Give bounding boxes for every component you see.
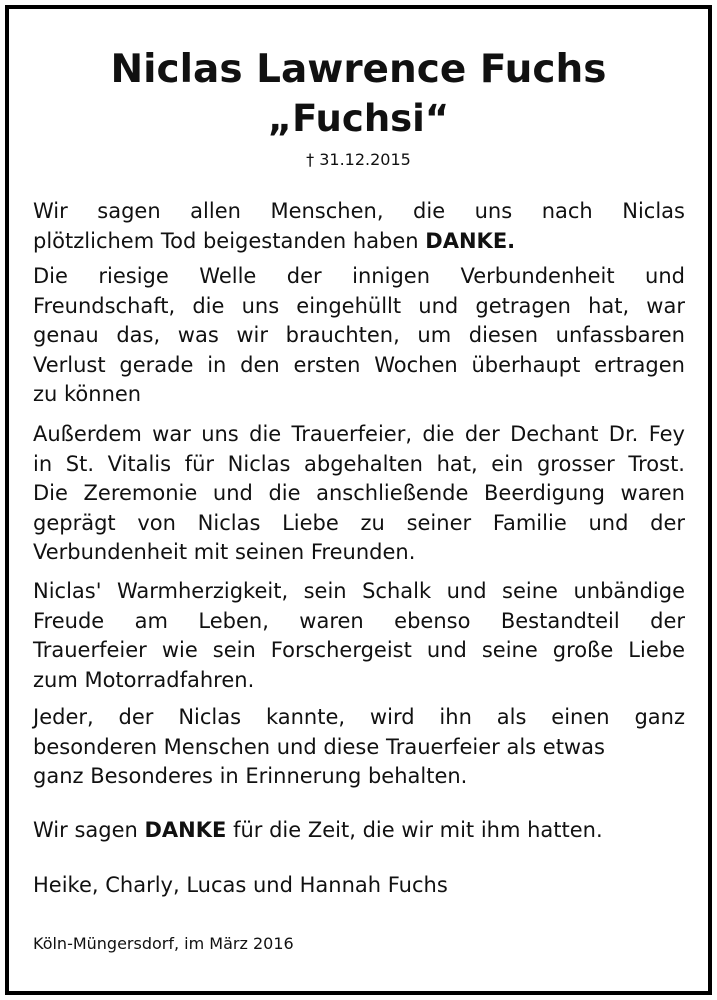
- text-line: Niclas' Warmherzigkeit, sein Schalk und seine unbändige: [33, 579, 685, 603]
- signatories: [33, 871, 685, 901]
- text-line: geprägt von Niclas Liebe zu seiner Familie und der: [33, 510, 685, 535]
- danke-emphasis: DANKE: [144, 818, 227, 842]
- deceased-name: Niclas Lawrence Fuchs: [110, 47, 607, 92]
- thanks-paragraph-character: [33, 577, 685, 695]
- text-line: Freundschaft, die uns eingehüllt und getragen hat, war: [33, 293, 685, 318]
- death-date: † 31.12.2015: [306, 150, 411, 169]
- thanks-paragraph-intro: [33, 197, 685, 256]
- text-line: [33, 816, 685, 846]
- text-line: ganz Besonderes in Erinnerung behalten.: [33, 764, 468, 788]
- thanks-paragraph-ceremony: [33, 420, 685, 568]
- text-line: Verbundenheit mit seinen Freunden.: [33, 540, 416, 564]
- text-line: in St. Vitalis für Niclas abgehalten hat, ein grosser Trost.: [33, 451, 685, 476]
- deceased-nickname: „Fuchsi“: [267, 97, 450, 140]
- text-line: Jeder, der Niclas kannte, wird ihn als einen ganz: [33, 705, 685, 729]
- thanks-closing-line: [33, 816, 685, 846]
- text-line: Trauerfeier wie sein Forschergeist und seine große Liebe: [33, 638, 685, 662]
- text-line: Verlust gerade in den ersten Wochen überhaupt ertragen: [33, 352, 685, 377]
- text-line: Die Zeremonie und die anschließende Beerdigung waren: [33, 481, 685, 505]
- thanks-paragraph-support: [33, 262, 685, 410]
- text-line: Wir sagen allen Menschen, die uns nach Niclas: [33, 199, 685, 223]
- text-line: besonderen Menschen und diese Trauerfeier als etwas: [33, 734, 605, 759]
- text-line: Freude am Leben, waren ebenso Bestandteil der: [33, 608, 685, 633]
- text-line: Außerdem war uns die Trauerfeier, die der Dechant Dr. Fey: [33, 422, 685, 446]
- text-line: genau das, was wir brauchten, um diesen unfassbaren: [33, 323, 685, 347]
- text-line: zum Motorradfahren.: [33, 667, 255, 692]
- thanks-paragraph-memory: [33, 703, 685, 792]
- text-run: für die Zeit, die wir mit ihm hatten.: [226, 818, 603, 842]
- danke-emphasis: DANKE.: [425, 228, 516, 253]
- text-run: plötzlichem Tod beigestanden haben: [33, 228, 426, 253]
- text-run: Wir sagen: [33, 818, 145, 842]
- place-and-date: Köln-Müngersdorf, im März 2016: [33, 934, 294, 953]
- text-line: zu können: [33, 382, 142, 406]
- text-line: [33, 227, 685, 257]
- text-line: Heike, Charly, Lucas und Hannah Fuchs: [33, 873, 448, 897]
- text-line: Die riesige Welle der innigen Verbundenheit und: [33, 264, 685, 288]
